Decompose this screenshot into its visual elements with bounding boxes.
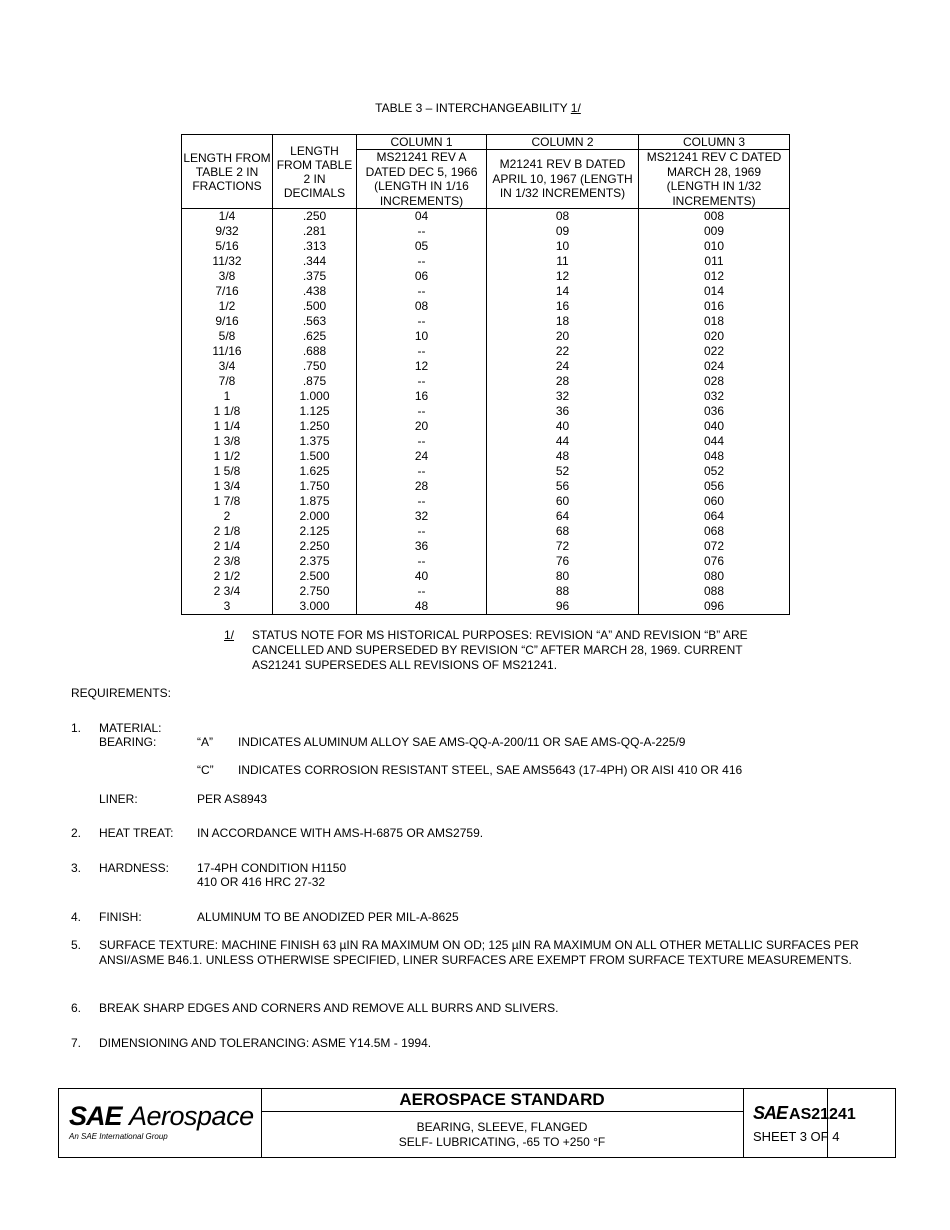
table-row <box>182 434 790 449</box>
table-cell: 2 1/8 <box>182 524 273 539</box>
table-cell: -- <box>357 524 487 539</box>
part-description-line-1: BEARING, SLEEVE, FLANGED <box>416 1120 588 1134</box>
table-cell: .875 <box>273 374 357 389</box>
table-cell: 011 <box>639 254 790 269</box>
table-cell: 3 <box>182 599 273 615</box>
standard-number: AS21241 <box>789 1106 856 1123</box>
table-cell: 1.375 <box>273 434 357 449</box>
table-cell: 08 <box>487 209 639 225</box>
table-cell: 1 3/4 <box>182 479 273 494</box>
header-column-3-desc: MS21241 REV C DATED MARCH 28, 1969 (LENGTH IN 1/32 INCREMENTS) <box>639 150 790 209</box>
req-4-text: ALUMINUM TO BE ANODIZED PER MIL-A-8625 <box>197 910 459 924</box>
table-cell: 036 <box>639 404 790 419</box>
table-cell: 1 5/8 <box>182 464 273 479</box>
table-cell: 2.250 <box>273 539 357 554</box>
header-decimals: LENGTH FROM TABLE 2 IN DECIMALS <box>273 135 357 209</box>
table-cell: .344 <box>273 254 357 269</box>
table-cell: 052 <box>639 464 790 479</box>
table-cell: 40 <box>487 419 639 434</box>
table-cell: 22 <box>487 344 639 359</box>
table-cell: -- <box>357 584 487 599</box>
table-cell: 009 <box>639 224 790 239</box>
table-cell: 018 <box>639 314 790 329</box>
table-cell: 96 <box>487 599 639 615</box>
table-row <box>182 584 790 599</box>
table-row <box>182 539 790 554</box>
table-cell: -- <box>357 314 487 329</box>
table-title-note-ref: 1/ <box>570 101 581 115</box>
req-4-number: 4. <box>71 910 82 924</box>
table-row <box>182 374 790 389</box>
table-cell: 12 <box>357 359 487 374</box>
table-cell: .625 <box>273 329 357 344</box>
req-6-text: BREAK SHARP EDGES AND CORNERS AND REMOVE ALL BURRS AND SLIVERS. <box>99 1001 559 1015</box>
table-cell: -- <box>357 344 487 359</box>
table-cell: 076 <box>639 554 790 569</box>
table-cell: 2.750 <box>273 584 357 599</box>
table-cell: 7/8 <box>182 374 273 389</box>
table-row <box>182 404 790 419</box>
sae-small-logo: SAE <box>753 1103 788 1123</box>
table-cell: 48 <box>487 449 639 464</box>
table-cell: 044 <box>639 434 790 449</box>
table-row <box>182 239 790 254</box>
table-row <box>182 554 790 569</box>
table-cell: 06 <box>357 269 487 284</box>
table-cell: 1.250 <box>273 419 357 434</box>
table-row <box>182 464 790 479</box>
table-cell: 1 <box>182 389 273 404</box>
table-row <box>182 389 790 404</box>
table-cell: -- <box>357 224 487 239</box>
table-cell: 56 <box>487 479 639 494</box>
table-cell: 05 <box>357 239 487 254</box>
table-cell: 18 <box>487 314 639 329</box>
table-cell: 12 <box>487 269 639 284</box>
req-3-line-1: 17-4PH CONDITION H1150 <box>197 861 347 875</box>
table-row <box>182 569 790 584</box>
table-cell: 88 <box>487 584 639 599</box>
req-2-text: IN ACCORDANCE WITH AMS-H-6875 OR AMS2759. <box>197 826 484 840</box>
requirements-heading: REQUIREMENTS: <box>71 686 172 700</box>
table-cell: -- <box>357 554 487 569</box>
table-row <box>182 329 790 344</box>
table-cell: 014 <box>639 284 790 299</box>
table-cell: 1 3/8 <box>182 434 273 449</box>
table-cell: 9/16 <box>182 314 273 329</box>
title-block-description <box>261 1089 744 1157</box>
table-row <box>182 479 790 494</box>
table-cell: 20 <box>357 419 487 434</box>
standard-number-cell <box>743 1089 856 1157</box>
table-cell: 1.875 <box>273 494 357 509</box>
req-1-c-text: INDICATES CORROSION RESISTANT STEEL, SAE AMS5643 (17-4PH) OR AISI 410 OR 416 <box>238 763 743 777</box>
sheet-number: SHEET 3 OF 4 <box>753 1129 840 1144</box>
table-cell: -- <box>357 464 487 479</box>
table-row <box>182 254 790 269</box>
table-row <box>182 359 790 374</box>
table-cell: 2 1/4 <box>182 539 273 554</box>
table-cell: 5/16 <box>182 239 273 254</box>
table-cell: 1.000 <box>273 389 357 404</box>
table-title-text: TABLE 3 – INTERCHANGEABILITY <box>375 101 568 115</box>
table-cell: 1.750 <box>273 479 357 494</box>
table-row <box>182 284 790 299</box>
table-cell: 1.500 <box>273 449 357 464</box>
req-5-number: 5. <box>71 938 82 952</box>
footnote-mark: 1/ <box>224 628 235 642</box>
table-cell: 1/2 <box>182 299 273 314</box>
header-column-2: COLUMN 2 <box>487 135 639 150</box>
req-6-number: 6. <box>71 1001 82 1015</box>
table-row <box>182 224 790 239</box>
logo-aerospace-text: Aerospace <box>129 1101 254 1131</box>
table-cell: 28 <box>487 374 639 389</box>
table-title <box>0 101 950 115</box>
header-column-1: COLUMN 1 <box>357 135 487 150</box>
table-cell: 1.625 <box>273 464 357 479</box>
table-cell: 5/8 <box>182 329 273 344</box>
table-row <box>182 524 790 539</box>
table-cell: 012 <box>639 269 790 284</box>
table-cell: 068 <box>639 524 790 539</box>
table-cell: 68 <box>487 524 639 539</box>
table-cell: 2 3/4 <box>182 584 273 599</box>
req-2-label: HEAT TREAT: <box>99 826 174 840</box>
table-cell: 09 <box>487 224 639 239</box>
table-cell: 7/16 <box>182 284 273 299</box>
table-cell: .688 <box>273 344 357 359</box>
table-cell: .438 <box>273 284 357 299</box>
part-description-line-2: SELF- LUBRICATING, -65 TO +250 °F <box>398 1135 606 1149</box>
table-cell: 14 <box>487 284 639 299</box>
table-cell: 064 <box>639 509 790 524</box>
table-cell: 44 <box>487 434 639 449</box>
table-cell: 64 <box>487 509 639 524</box>
req-2-number: 2. <box>71 826 82 840</box>
table-cell: 60 <box>487 494 639 509</box>
table-cell: 1/4 <box>182 209 273 225</box>
table-row <box>182 449 790 464</box>
table-cell: -- <box>357 434 487 449</box>
table-cell: 3/8 <box>182 269 273 284</box>
table-cell: 76 <box>487 554 639 569</box>
table-cell: .563 <box>273 314 357 329</box>
logo-subtitle: An SAE International Group <box>69 1132 168 1141</box>
table-row <box>182 269 790 284</box>
table-cell: 1 1/2 <box>182 449 273 464</box>
table-cell: 16 <box>487 299 639 314</box>
req-1-bearing-label: BEARING: <box>99 735 157 749</box>
table-cell: 010 <box>639 239 790 254</box>
header-fractions: LENGTH FROM TABLE 2 IN FRACTIONS <box>182 135 273 209</box>
table-cell: 040 <box>639 419 790 434</box>
aerospace-standard-heading: AEROSPACE STANDARD <box>261 1089 743 1112</box>
table-cell: 28 <box>357 479 487 494</box>
table-cell: 1.125 <box>273 404 357 419</box>
req-3-number: 3. <box>71 861 82 875</box>
table-cell: .281 <box>273 224 357 239</box>
table-cell: 52 <box>487 464 639 479</box>
table-cell: 08 <box>357 299 487 314</box>
table-cell: 24 <box>487 359 639 374</box>
table-cell: 10 <box>487 239 639 254</box>
table-cell: -- <box>357 494 487 509</box>
table-cell: .500 <box>273 299 357 314</box>
req-7-text: DIMENSIONING AND TOLERANCING: ASME Y14.5M - 1994. <box>99 1036 432 1050</box>
table-cell: 11/32 <box>182 254 273 269</box>
table-cell: 2.500 <box>273 569 357 584</box>
table-cell: 056 <box>639 479 790 494</box>
table-cell: 080 <box>639 569 790 584</box>
table-cell: 3.000 <box>273 599 357 615</box>
table-cell: .375 <box>273 269 357 284</box>
table-cell: 04 <box>357 209 487 225</box>
table-cell: 022 <box>639 344 790 359</box>
table-cell: 10 <box>357 329 487 344</box>
req-1-title: MATERIAL: <box>99 721 162 735</box>
req-1-c-code: “C” <box>197 763 214 777</box>
part-description <box>261 1112 743 1150</box>
req-5-text: SURFACE TEXTURE: MACHINE FINISH 63 µIN RA MAXIMUM ON OD; 125 µIN RA MAXIMUM ON ALL OTHER METALLIC SURFACES PER ANSI/ASME B46.1. UNLESS OTHERWISE SPECIFIED, LINER SURFACES ARE EXEMPT FROM SURFACE TEXTURE MEASUREMENTS. <box>99 938 859 967</box>
table-cell: 2.000 <box>273 509 357 524</box>
logo-sae-text: SAE <box>69 1101 122 1131</box>
req-3-label: HARDNESS: <box>99 861 170 875</box>
table-cell: 032 <box>639 389 790 404</box>
table-row <box>182 419 790 434</box>
table-cell: 24 <box>357 449 487 464</box>
req-1-a-text: INDICATES ALUMINUM ALLOY SAE AMS-QQ-A-200/11 OR SAE AMS-QQ-A-225/9 <box>238 735 686 749</box>
table-cell: .250 <box>273 209 357 225</box>
table-cell: 048 <box>639 449 790 464</box>
table-row <box>182 494 790 509</box>
table-cell: 80 <box>487 569 639 584</box>
table-cell: 16 <box>357 389 487 404</box>
table-cell: 36 <box>487 404 639 419</box>
table-cell: 1 1/4 <box>182 419 273 434</box>
header-column-1-desc: MS21241 REV A DATED DEC 5, 1966 (LENGTH IN 1/16 INCREMENTS) <box>357 150 487 209</box>
table-cell: 024 <box>639 359 790 374</box>
table-cell: 40 <box>357 569 487 584</box>
table-cell: 20 <box>487 329 639 344</box>
table-row <box>182 209 790 225</box>
table-cell: 3/4 <box>182 359 273 374</box>
table-cell: .750 <box>273 359 357 374</box>
table-cell: 016 <box>639 299 790 314</box>
table-cell: 1 7/8 <box>182 494 273 509</box>
standard-number-line <box>753 1103 856 1124</box>
table-cell: -- <box>357 284 487 299</box>
table-cell: 2.125 <box>273 524 357 539</box>
footnote-text: STATUS NOTE FOR MS HISTORICAL PURPOSES: REVISION “A” AND REVISION “B” ARE CANCELLED AND SUPERSEDED BY REVISION “C” AFTER MARCH 28, 1969. CURRENT AS21241 SUPERSEDES ALL REVISIONS OF MS21241. <box>252 628 748 672</box>
req-1-number: 1. <box>71 721 82 735</box>
table-cell: 9/32 <box>182 224 273 239</box>
table-cell: 072 <box>639 539 790 554</box>
table-cell: 36 <box>357 539 487 554</box>
table-row <box>182 599 790 615</box>
req-3-line-2: 410 OR 416 HRC 27-32 <box>197 875 326 889</box>
table-cell: 008 <box>639 209 790 225</box>
header-column-3: COLUMN 3 <box>639 135 790 150</box>
table-cell: 32 <box>357 509 487 524</box>
header-column-2-desc: M21241 REV B DATED APRIL 10, 1967 (LENGTH IN 1/32 INCREMENTS) <box>487 150 639 209</box>
table-cell: 32 <box>487 389 639 404</box>
table-row <box>182 509 790 524</box>
table-row <box>182 344 790 359</box>
table-body <box>182 209 790 615</box>
req-1-liner-label: LINER: <box>99 792 138 806</box>
table-cell: 028 <box>639 374 790 389</box>
table-cell: 2 <box>182 509 273 524</box>
status-footnote <box>224 628 784 673</box>
table-cell: 020 <box>639 329 790 344</box>
table-cell: 48 <box>357 599 487 615</box>
sae-aerospace-logo <box>59 1089 262 1157</box>
table-cell: 088 <box>639 584 790 599</box>
table-cell: 2.375 <box>273 554 357 569</box>
req-7-number: 7. <box>71 1036 82 1050</box>
table-cell: 1 1/8 <box>182 404 273 419</box>
table-cell: -- <box>357 254 487 269</box>
table-row <box>182 299 790 314</box>
req-4-label: FINISH: <box>99 910 142 924</box>
table-cell: 2 3/8 <box>182 554 273 569</box>
table-row <box>182 314 790 329</box>
table-cell: 72 <box>487 539 639 554</box>
table-cell: 11 <box>487 254 639 269</box>
table-cell: 060 <box>639 494 790 509</box>
table-cell: 2 1/2 <box>182 569 273 584</box>
interchangeability-table <box>181 134 790 615</box>
req-1-liner-text: PER AS8943 <box>197 792 268 806</box>
table-cell: -- <box>357 374 487 389</box>
table-cell: .313 <box>273 239 357 254</box>
title-block <box>58 1088 896 1158</box>
table-cell: 11/16 <box>182 344 273 359</box>
req-1-a-code: “A” <box>197 735 213 749</box>
table-cell: 096 <box>639 599 790 615</box>
table-cell: -- <box>357 404 487 419</box>
